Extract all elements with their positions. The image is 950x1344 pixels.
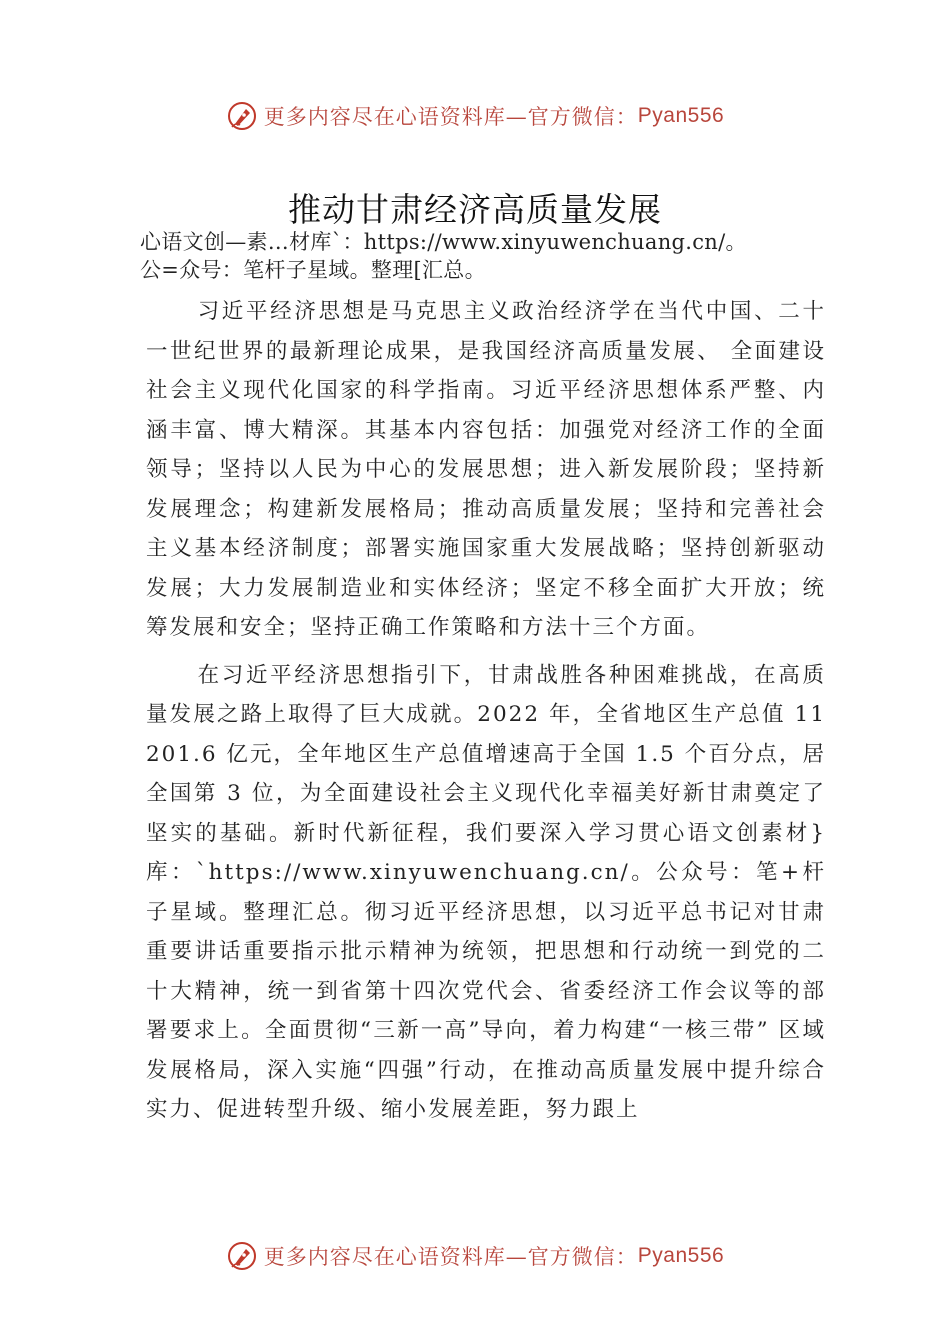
footer-watermark-banner <box>0 1236 950 1276</box>
source-line: 心语文创—素…材库`：https://www.xinyuwenchuang.cn/。 <box>140 230 747 254</box>
watermark-text: 更多内容尽在心语资料库—官方微信： <box>263 1245 638 1269</box>
watermark-wechat-id: Pyan556 <box>637 1244 725 1267</box>
body-paragraph: 在习近平经济思想指引下，甘肃战胜各种困难挑战，在高质量发展之路上取得了巨大成就。2022 年，全省地区生产总值 11201.6 亿元，全年地区生产总值增速高于全国 1.5 个百分点，居全国第 3 位，为全面建设社会主义现代化幸福美好新甘肃奠定了坚实的基础。新时代新征程，我们要深入学习贯心语文创素材}库：`https://www.xinyuwenchuang.cn/。公众号：笔+杆子星域。整理汇总。彻习近平经济思想，以习近平总书记对甘肃重要讲话重要指示批示精神为统领，把思想和行动统一到党的二十大精神，统一到省第十四次党代会、省委经济工作会议等的部署要求上。全面贯彻“三新一高”导向，着力构建“一核三带” 区域发展格局，深入实施“四强”行动，在推动高质量发展中提升综合实力、促进转型升级、缩小发展差距，努力跟上 <box>146 662 826 1122</box>
pen-nib-logo-icon <box>226 1240 258 1272</box>
pen-nib-logo-icon <box>226 100 258 132</box>
body-paragraph: 习近平经济思想是马克思主义政治经济学在当代中国、二十一世纪世界的最新理论成果，是我国经济高质量发展、 全面建设社会主义现代化国家的科学指南。习近平经济思想体系严整、内涵丰富、博大精深。其基本内容包括：加强党对经济工作的全面领导；坚持以人民为中心的发展思想；进入新发展阶段；坚持新发展理念；构建新发展格局；推动高质量发展；坚持和完善社会主义基本经济制度；部署实施国家重大发展战略；坚持创新驱动发展；大力发展制造业和实体经济；坚定不移全面扩大开放；统筹发展和安全；坚持正确工作策略和方法十三个方面。 <box>146 299 826 640</box>
watermark-text: 更多内容尽在心语资料库—官方微信： <box>263 105 638 129</box>
watermark-wechat-id: Pyan556 <box>637 104 725 127</box>
document-title: 推动甘肃经济高质量发展 <box>288 190 662 229</box>
header-watermark-banner <box>0 96 950 136</box>
document-body <box>140 228 826 1130</box>
source-line: 公=众号：笔杆子星域。整理[汇总。 <box>140 258 486 282</box>
